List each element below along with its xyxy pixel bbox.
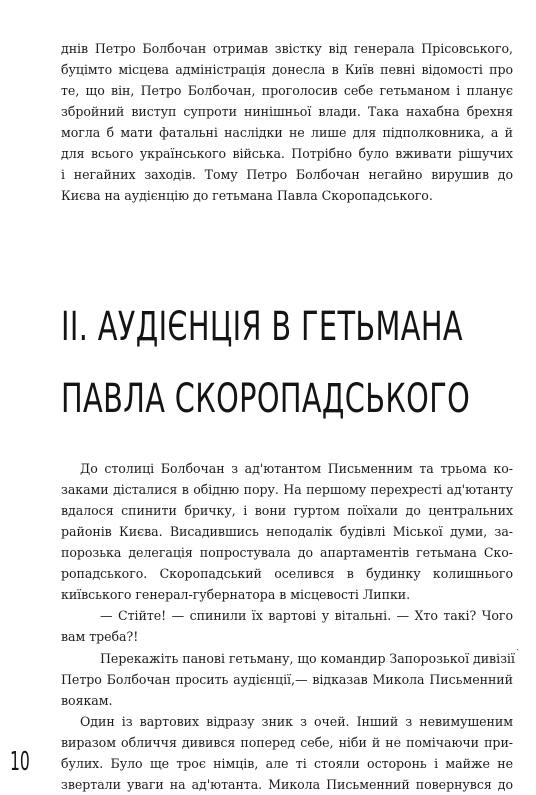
text-line: буцімто місцева адміністрація донесла в Київ певні відомості про [61, 62, 513, 77]
text-line: днів Петро Болбочан отримав звістку від генерала Прісовського, [61, 41, 513, 56]
text-line: воякам. [61, 693, 113, 708]
text-line: — Стійте! — спинили їх вартові у вітальні. — Хто такі? Чого [100, 608, 513, 623]
text-line: звертали уваги на ад'ютанта. Микола Письменний повернувся до [61, 777, 513, 792]
text-line: те, що він, Петро Болбочан, проголосив себе гетьманом і планує [61, 83, 513, 98]
chapter-heading-line-2: ПАВЛА СКОРОПАДСЬКОГО [61, 376, 471, 422]
page-number: 10 [10, 747, 30, 777]
text-line: київського генерал-губернатора в місцевості Липки. [61, 587, 411, 602]
text-line: для всього українського війська. Потрібно було вживати рішучих [61, 146, 513, 161]
text-line: Один із вартових відразу зник з очей. Інший з невимушеним [80, 714, 513, 729]
text-line: заками дісталися в обідню пору. На першому перехресті ад'ютанту [61, 482, 513, 497]
text-line: До столиці Болбочан з ад'ютантом Письменним та трьома ко- [80, 461, 513, 476]
chapter-heading-line-1: II. АУДІЄНЦІЯ В ГЕТЬМАНА [61, 304, 463, 350]
text-line: ропадського. Скоропадський оселився в будинку колишнього [61, 566, 513, 581]
text-line: порозька делегація попростувала до апартаментів гетьмана Ско- [61, 545, 513, 560]
text-line: вдалося спинити бричку, і вони гуртом поїхали до центральних [61, 503, 513, 518]
text-line: Києва на аудієнцію до гетьмана Павла Скоропадського. [61, 188, 433, 203]
text-line: збройний виступ супроти нинішньої влади. Така нахабна брехня [61, 104, 513, 119]
text-line: булих. Було ще троє німців, але ті стояли осторонь і майже не [61, 756, 513, 771]
text-line: Перекажіть пановi гетьману, що командир Запорозької дивізії [100, 651, 515, 666]
text-line: могла б мати фатальні наслідки не лише для підполковника, а й [61, 125, 513, 140]
text-line: і негайних заходів. Тому Петро Болбочан негайно вирушив до [61, 167, 513, 182]
text-line: вам треба?! [61, 629, 139, 644]
text-line: виразом обличчя дивився поперед себе, ніби й не помічаючи при- [61, 735, 513, 750]
text-line: Петро Болбочан просить аудієнції,— відказав Микола Письменний [61, 672, 513, 687]
margin-mark: ˎ [516, 640, 520, 651]
text-line: районів Києва. Висадившись неподалік будівлі Міської думи, за- [61, 524, 513, 539]
